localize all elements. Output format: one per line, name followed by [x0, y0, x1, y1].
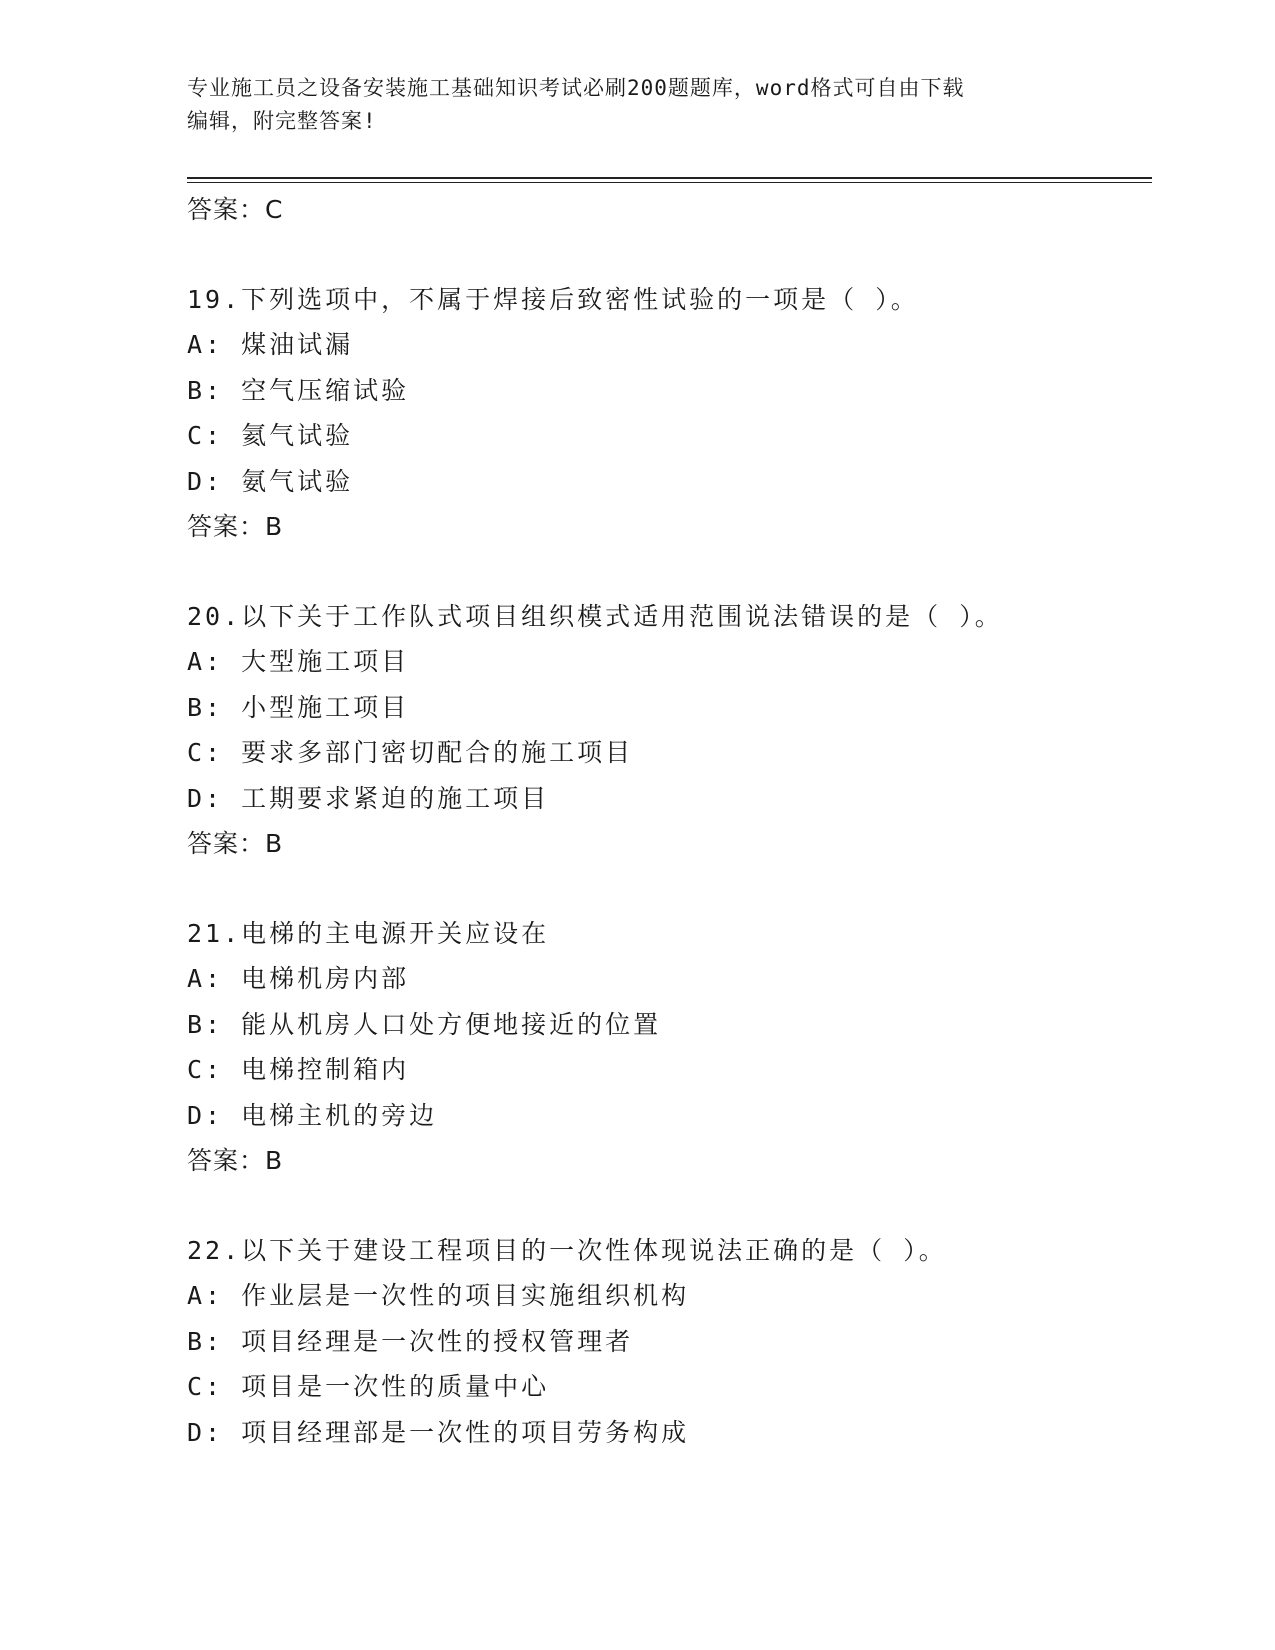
header-divider-thin [187, 182, 1152, 183]
question-stem: 21.电梯的主电源开关应设在 [187, 918, 550, 948]
option-c: C: 项目是一次性的质量中心 [187, 1372, 550, 1401]
option-b: B: 项目经理是一次性的授权管理者 [187, 1326, 634, 1356]
question-list [187, 187, 1152, 1455]
option-c: C: 电梯控制箱内 [187, 1055, 410, 1084]
header-divider-thick [187, 177, 1152, 179]
option-d: D: 电梯主机的旁边 [187, 1100, 438, 1130]
question-stem: 22.以下关于建设工程项目的一次性体现说法正确的是（ ）。 [187, 1235, 947, 1265]
option-d: D: 工期要求紧迫的施工项目 [187, 783, 550, 813]
question-22 [187, 1228, 1152, 1456]
option-a: A: 电梯机房内部 [187, 964, 410, 993]
question-21 [187, 911, 1152, 1184]
header-line-2: 编辑，附完整答案! [187, 109, 377, 133]
previous-answer: 答案：C [187, 195, 284, 224]
option-a: A: 煤油试漏 [187, 330, 354, 359]
option-c: C: 要求多部门密切配合的施工项目 [187, 738, 634, 767]
option-b: B: 空气压缩试验 [187, 375, 410, 405]
header-line-1: 专业施工员之设备安装施工基础知识考试必刷200题题库，word格式可自由下载 [187, 76, 965, 100]
document-header [187, 72, 1067, 138]
question-stem: 20.以下关于工作队式项目组织模式适用范围说法错误的是（ ）。 [187, 601, 1003, 631]
option-a: A: 作业层是一次性的项目实施组织机构 [187, 1281, 690, 1310]
answer: 答案：B [187, 829, 284, 858]
option-d: D: 氨气试验 [187, 466, 354, 496]
question-stem: 19.下列选项中，不属于焊接后致密性试验的一项是（ ）。 [187, 284, 919, 314]
question-19 [187, 277, 1152, 550]
answer: 答案：B [187, 512, 284, 541]
option-c: C: 氦气试验 [187, 421, 354, 450]
option-b: B: 小型施工项目 [187, 692, 410, 722]
option-d: D: 项目经理部是一次性的项目劳务构成 [187, 1417, 690, 1447]
question-20 [187, 594, 1152, 867]
answer: 答案：B [187, 1146, 284, 1175]
option-b: B: 能从机房人口处方便地接近的位置 [187, 1009, 662, 1039]
option-a: A: 大型施工项目 [187, 647, 410, 676]
